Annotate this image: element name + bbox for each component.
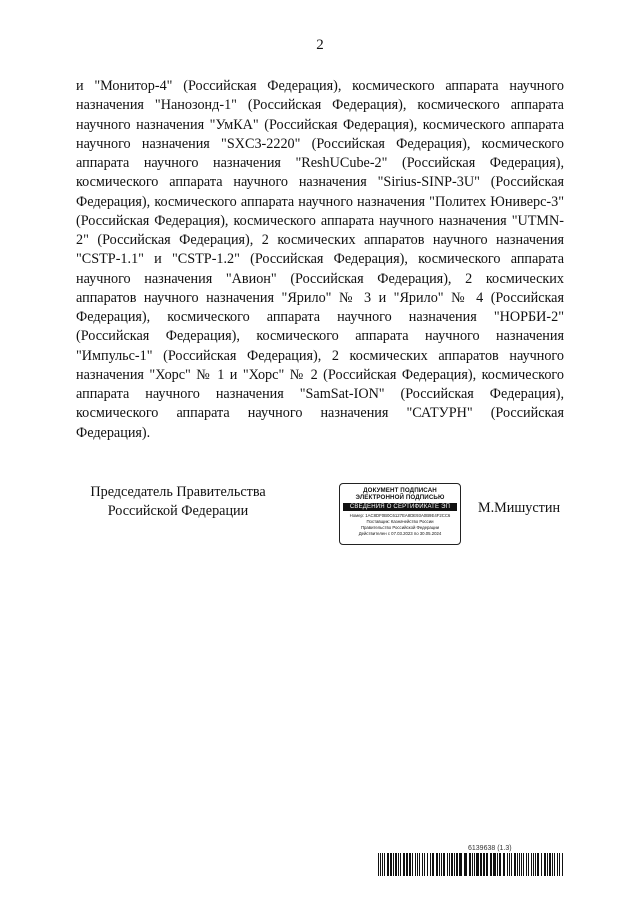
stamp-owner: Правительство Российской Федерации (360, 525, 440, 530)
stamp-heading-1: ДОКУМЕНТ ПОДПИСАН (363, 487, 437, 494)
stamp-band: СВЕДЕНИЯ О СЕРТИФИКАТЕ ЭП (343, 503, 457, 511)
page-number: 2 (316, 37, 324, 53)
document-code: 6139638 (1.3) (468, 845, 512, 852)
stamp-validity: Действителен с 07.03.2023 по 30.05.2024 (358, 531, 442, 536)
electronic-signature-stamp (339, 483, 461, 545)
signatory-name: М.Мишустин (478, 500, 561, 516)
body-paragraph: и "Монитор-4" (Российская Федерация), космического аппарата научного назначения "Нанозонд-1" (Российская Федерация), космического аппарата научного назначения "УмКА" (Российская Федерация), космического аппарата научного назначения "SXC3-2220" (Российская Федерация), космического аппарата научного назначения "ReshUCube-2" (Российская Федерация), космического аппарата научного назначения "Sirius-SINP-3U" (Российская Федерация), космического аппарата научного назначения "Политех Юниверс-3" (Российская Федерация), космического аппарата научного назначения "UTMN-2" (Российская Федерация), 2 космических аппаратов научного назначения "CSTP-1.1" и "CSTP-1.2" (Российская Федерация), космического аппарата научного назначения "Авион" (Российская Федерация), 2 космических аппаратов научного назначения "Ярило" № 3 и "Ярило" № 4 (Российская Федерация), космического аппарата научного назначения "НОРБИ-2" (Российская Федерация), космического аппарата научного назначения "Импульс-1" (Российская Федерация), 2 космических аппаратов научного назначения "Хорс" № 1 и "Хорс" № 2 (Российская Федерация), космического аппарата научного назначения "SamSat-ION" (Российская Федерация), космического аппарата научного назначения "САТУРН" (Российская Федерация). (76, 78, 564, 441)
stamp-heading-2: ЭЛЕКТРОННОЙ ПОДПИСЬЮ (355, 494, 445, 501)
barcode-icon (378, 853, 564, 876)
signatory-title-line-2: Российской Федерации (107, 503, 249, 519)
signatory-title (78, 483, 278, 521)
signatory-title-line-1: Председатель Правительства (90, 484, 266, 500)
stamp-serial: Номер: 1AC8DF0B0C6127EA8DE93A0B9E4F2CC6 (349, 513, 451, 518)
stamp-issuer: Поставщик: Казначейство России (366, 519, 434, 524)
